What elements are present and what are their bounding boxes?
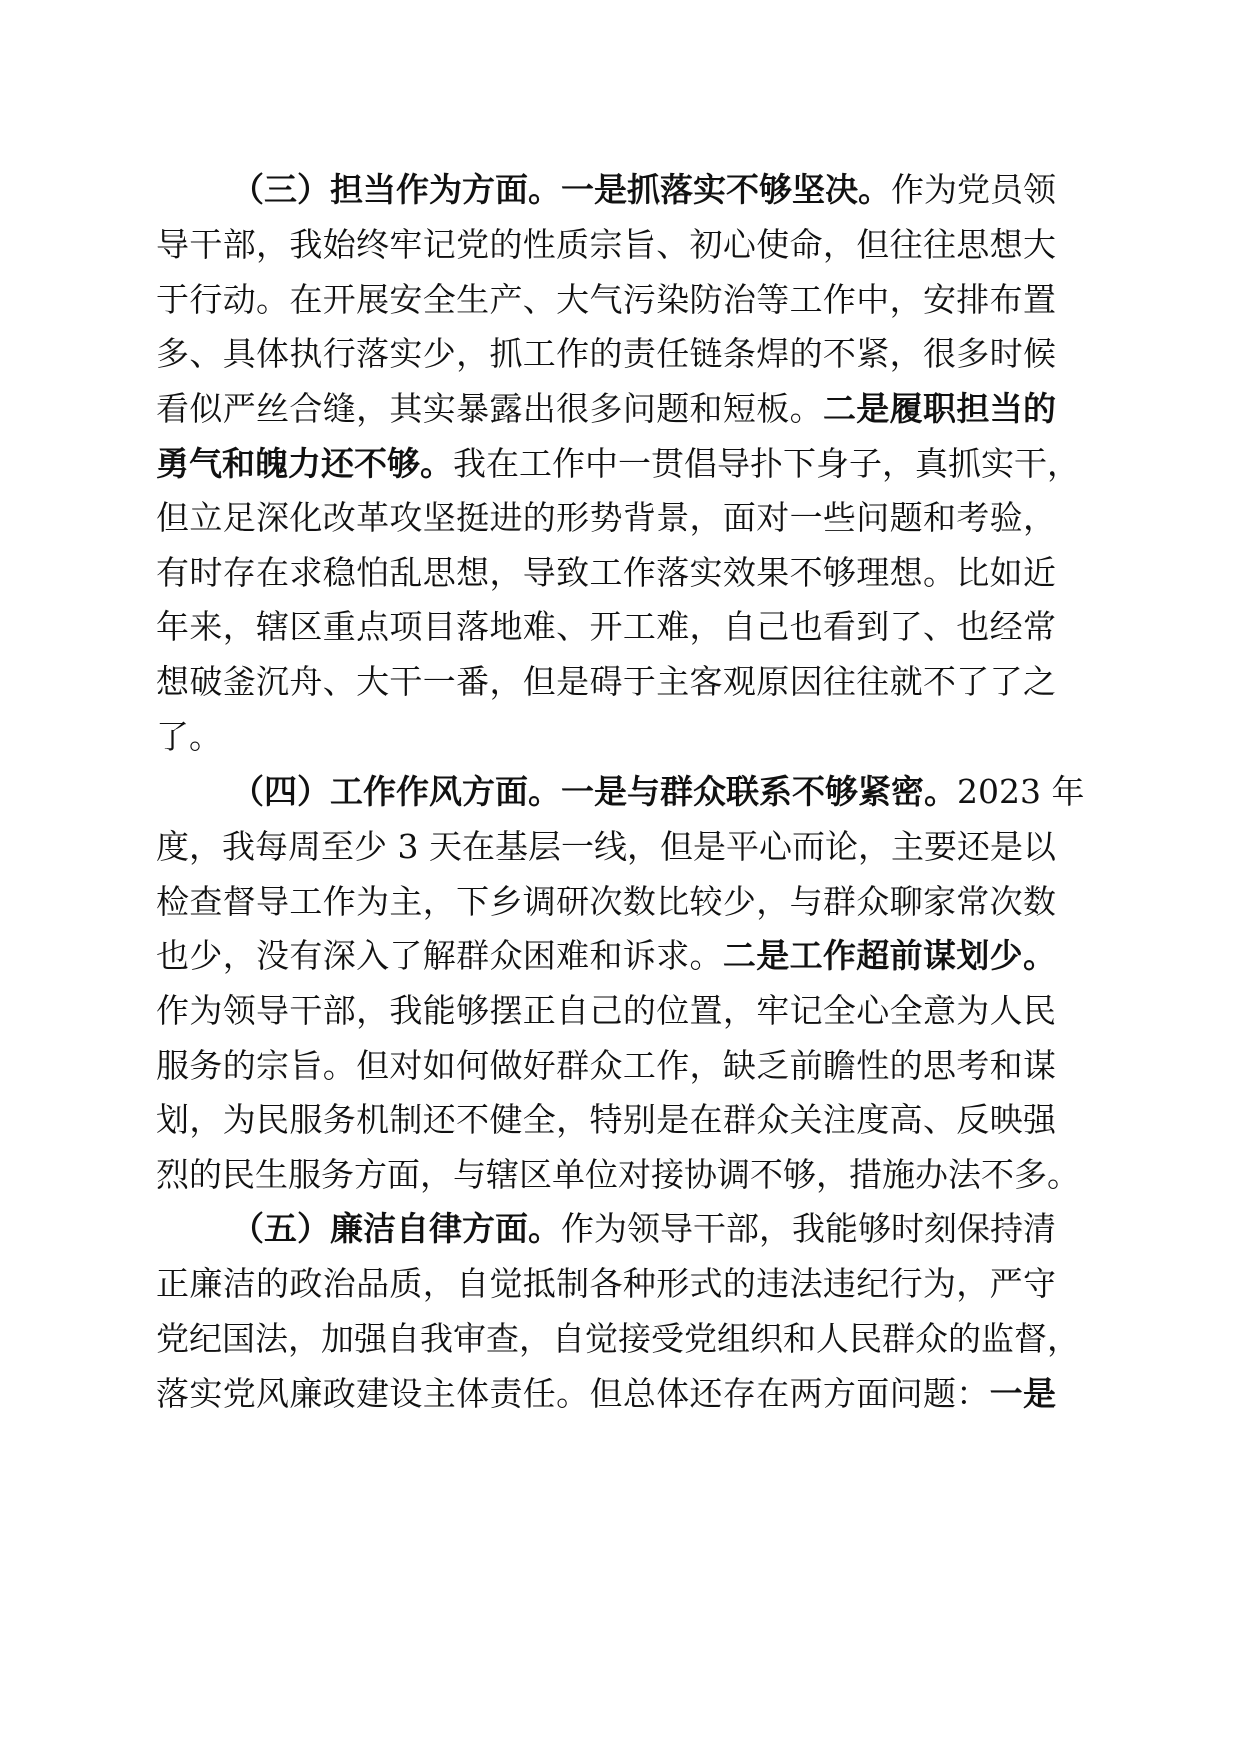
text-line (231, 764, 1085, 820)
text-run: 检查督导工作为主，下乡调研次数比较少，与群众聊家常次数 (156, 882, 1056, 921)
text-run: 但立足深化改革攻坚挺进的形势背景，面对一些问题和考验， (156, 498, 1056, 537)
text-run: 作为领导干部，我能够时刻保持清 (561, 1209, 1056, 1248)
text-run: 党纪国法，加强自我审查，自觉接受党组织和人民群众的监督， (156, 1319, 1080, 1358)
text-line (156, 983, 1056, 1039)
bold-run: （三）担当作为方面。一是抓落实不够坚决。 (231, 170, 891, 209)
text-line (156, 381, 1056, 437)
text-run: 服务的宗旨。但对如何做好群众工作，缺乏前瞻性的思考和谋 (156, 1046, 1056, 1085)
bold-run: 二是履职担当的 (822, 389, 1057, 428)
text-line (156, 1311, 1080, 1367)
bold-run: 勇气和魄力还不够。 (156, 444, 453, 483)
text-line (156, 1366, 1056, 1422)
text-run: 多、具体执行落实少，抓工作的责任链条焊的不紧，很多时候 (156, 334, 1056, 373)
text-line (156, 599, 1056, 655)
text-run: 年来，辖区重点项目落地难、开工难，自己也看到了、也经常 (156, 607, 1056, 646)
text-line (156, 874, 1056, 930)
text-run: 于行动。在开展安全生产、大气污染防治等工作中，安排布置 (156, 280, 1056, 319)
text-line (156, 654, 1056, 710)
text-line (156, 819, 1056, 875)
text-run: 看似严丝合缝，其实暴露出很多问题和短板。 (156, 389, 823, 428)
text-line (156, 1147, 1080, 1203)
text-run: 有时存在求稳怕乱思想，导致工作落实效果不够理想。比如近 (156, 553, 1056, 592)
text-run: 导干部，我始终牢记党的性质宗旨、初心使命，但往往思想大 (156, 225, 1056, 264)
text-line (231, 162, 1056, 218)
text-run: 我在工作中一贯倡导扑下身子，真抓实干， (453, 444, 1080, 483)
text-line (156, 217, 1056, 273)
text-run: 落实党风廉政建设主体责任。但总体还存在两方面问题： (156, 1374, 990, 1413)
bold-run: 一是 (989, 1374, 1057, 1413)
text-run: 作为领导干部，我能够摆正自己的位置，牢记全心全意为人民 (156, 991, 1056, 1030)
text-run: 2023 年 (957, 772, 1085, 811)
bold-run: 二是工作超前谋划少。 (722, 936, 1057, 975)
text-run: 划，为民服务机制还不健全，特别是在群众关注度高、反映强 (156, 1100, 1056, 1139)
text-line (156, 928, 1056, 984)
text-run: 也少，没有深入了解群众困难和诉求。 (156, 936, 723, 975)
text-line (156, 326, 1056, 382)
text-run: 作为党员领 (891, 170, 1056, 209)
text-run: 想破釜沉舟、大干一番，但是碍于主客观原因往往就不了了之 (156, 662, 1056, 701)
text-run: 烈的民生服务方面，与辖区单位对接协调不够，措施办法不多。 (156, 1155, 1080, 1194)
text-line (156, 1256, 1056, 1312)
bold-run: （四）工作作风方面。一是与群众联系不够紧密。 (231, 772, 957, 811)
text-line (156, 272, 1056, 328)
text-line (156, 1092, 1056, 1148)
text-line (231, 1201, 1056, 1257)
text-line (156, 545, 1056, 601)
text-run: 度，我每周至少 3 天在基层一线，但是平心而论，主要还是以 (156, 827, 1056, 866)
bold-run: （五）廉洁自律方面。 (231, 1209, 561, 1248)
text-line (156, 490, 1056, 546)
text-line (156, 1038, 1056, 1094)
text-run: 了。 (156, 717, 222, 756)
text-line (156, 436, 1080, 492)
text-run: 正廉洁的政治品质，自觉抵制各种形式的违法违纪行为，严守 (156, 1264, 1056, 1303)
text-line (156, 709, 1056, 765)
